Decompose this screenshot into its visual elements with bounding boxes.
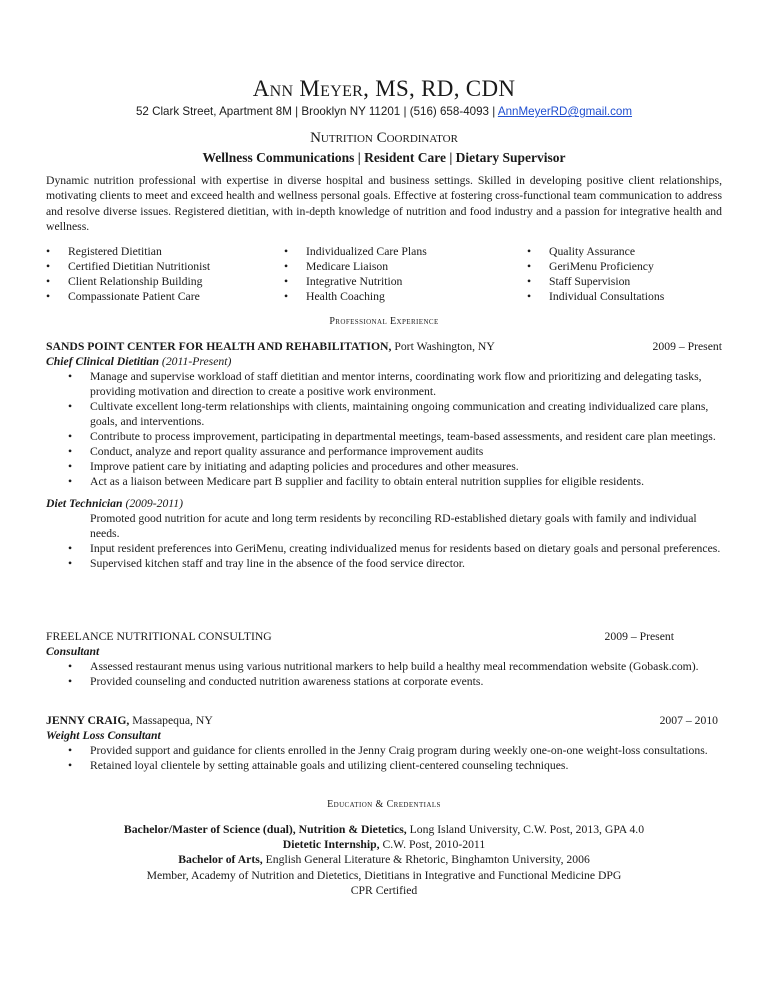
job-entry-jenny-craig <box>46 713 722 773</box>
bullet: • <box>46 290 51 303</box>
bullet: • <box>284 275 289 288</box>
role-title: Weight Loss Consultant <box>46 729 161 742</box>
section-heading-experience: Professional Experience <box>329 316 439 327</box>
city: Brooklyn NY 11201 <box>301 105 401 118</box>
education-item: Dietetic Internship, C.W. Post, 2010-2011 <box>282 838 486 852</box>
skill-item: • Client Relationship Building <box>46 275 203 288</box>
bullet: • <box>527 245 532 258</box>
separator: | <box>492 105 496 118</box>
job-entry-freelance <box>46 629 722 689</box>
skill-item: • Integrative Nutrition <box>284 275 403 288</box>
education-item: Bachelor/Master of Science (dual), Nutrition & Dietetics, Long Island University, C.W. Post, 2013, GPA 4.0 <box>123 823 645 836</box>
education-item: Bachelor of Arts, English General Literature & Rhetoric, Binghamton University, 2006 <box>178 853 590 867</box>
role-title: Diet Technician (2009-2011) <box>46 497 183 510</box>
bullet: • <box>284 290 289 303</box>
bullet: • <box>527 275 532 288</box>
employer: FREELANCE NUTRITIONAL CONSULTING <box>46 630 272 643</box>
list-item: • Assessed restaurant menus using various nutritional markers to help build a healthy meal recommendation website (Gobask.com). <box>46 659 722 674</box>
separator: | <box>295 105 299 118</box>
address: 52 Clark Street, Apartment 8M <box>135 105 292 118</box>
list-item: • Improve patient care by initiating and adapting policies and procedures and other measures. <box>46 459 722 474</box>
list-item: • Act as a liaison between Medicare part B supplier and facility to obtain enteral nutrition supplies for eligible residents. <box>46 474 722 489</box>
phone: (516) 658-4093 <box>409 105 489 118</box>
job-dates: 2009 – Present <box>604 630 674 643</box>
skill-item: • Compassionate Patient Care <box>46 290 200 303</box>
job-dates: 2009 – Present <box>652 340 722 353</box>
role-bullets <box>46 511 722 571</box>
list-item: Promoted good nutrition for acute and long term residents by reconciling RD-established dietary goals with family and individual needs. <box>90 512 697 540</box>
job-header <box>46 629 722 644</box>
list-item: • Conduct, analyze and report quality assurance and performance improvement audits <box>46 444 722 459</box>
list-item: • Provided counseling and conducted nutrition awareness stations at corporate events. <box>46 674 722 689</box>
job-header <box>46 339 722 354</box>
bullet: • <box>284 260 289 273</box>
bullet: • <box>527 260 532 273</box>
job-subtitle: Wellness Communications | Resident Care | Dietary Supervisor <box>202 150 566 165</box>
job-dates: 2007 – 2010 <box>659 714 718 727</box>
list-item: • Manage and supervise workload of staff dietitian and mentor interns, coordinating work flow and prioritizing and delegating tasks, providing motivation and direction to create a positive work environment. <box>46 369 722 399</box>
skill-item: • Medicare Liaison <box>284 260 389 273</box>
contact-line <box>0 105 768 118</box>
employer: SANDS POINT CENTER FOR HEALTH AND REHABILITATION, Port Washington, NY <box>46 340 495 353</box>
bullet: • <box>527 290 532 303</box>
separator: | <box>403 105 407 118</box>
role-bullets <box>46 369 722 489</box>
role-title: Consultant <box>46 645 100 658</box>
skill-item: • Certified Dietitian Nutritionist <box>46 260 211 273</box>
email-link[interactable]: AnnMeyerRD@gmail.com <box>497 105 633 118</box>
membership-item: Member, Academy of Nutrition and Dietetics, Dietitians in Integrative and Functional Medicine DPG <box>146 868 622 882</box>
skill-item: • Quality Assurance <box>527 245 636 258</box>
list-item: • Cultivate excellent long-term relationships with clients, maintaining ongoing communication and creating individualized care plans, goals, and interventions. <box>46 399 722 429</box>
skills-column-3 <box>527 244 664 304</box>
skill-item: • GeriMenu Proficiency <box>527 260 654 273</box>
skills-column-1 <box>46 244 210 304</box>
education-list <box>46 822 722 898</box>
skill-item: • Registered Dietitian <box>46 245 162 258</box>
list-item: • Input resident preferences into GeriMenu, creating individualized menus for residents based on dietary goals and personal preferences. <box>46 541 722 556</box>
bullet: • <box>46 245 51 258</box>
list-item: • Retained loyal clientele by setting attainable goals and utilizing client-centered counseling techniques. <box>46 758 722 773</box>
skills-column-2 <box>284 244 427 304</box>
list-item: • Supervised kitchen staff and tray line in the absence of the food service director. <box>46 556 722 571</box>
bullet: • <box>46 260 51 273</box>
role-title: Chief Clinical Dietitian (2011-Present) <box>46 355 232 368</box>
bullet: • <box>284 245 289 258</box>
employer: JENNY CRAIG, Massapequa, NY <box>46 714 213 727</box>
list-item: • Provided support and guidance for clients enrolled in the Jenny Craig program during weekly one-on-one weight-loss consultations. <box>46 743 722 758</box>
skill-item: • Staff Supervision <box>527 275 631 288</box>
role-bullets <box>46 743 722 773</box>
job-title: Nutrition Coordinator <box>310 130 458 146</box>
job-entry-sands-point <box>46 339 722 571</box>
bullet: • <box>46 275 51 288</box>
skill-item: • Health Coaching <box>284 290 385 303</box>
job-header <box>46 713 722 728</box>
candidate-name: Ann Meyer, MS, RD, CDN <box>252 76 516 101</box>
skill-item: • Individualized Care Plans <box>284 245 427 258</box>
skill-item: • Individual Consultations <box>527 290 665 303</box>
certification-item: CPR Certified <box>350 883 418 897</box>
list-item: • Contribute to process improvement, participating in departmental meetings, team-based assessments, and resident care plan meetings. <box>46 429 722 444</box>
summary-paragraph: Dynamic nutrition professional with expertise in diverse hospital and business settings. Skilled in developing positive client relationships, motivating clients to meet and exceed health and wellness personal goals. Effective at fostering cross-functional team communication to address and resolve diverse issues. Registered dietitian, with in-depth knowledge of nutrition and food industry and a passion for integrative health and wellness. <box>46 174 722 234</box>
section-heading-education: Education & Credentials <box>327 799 441 810</box>
role-bullets <box>46 659 722 689</box>
